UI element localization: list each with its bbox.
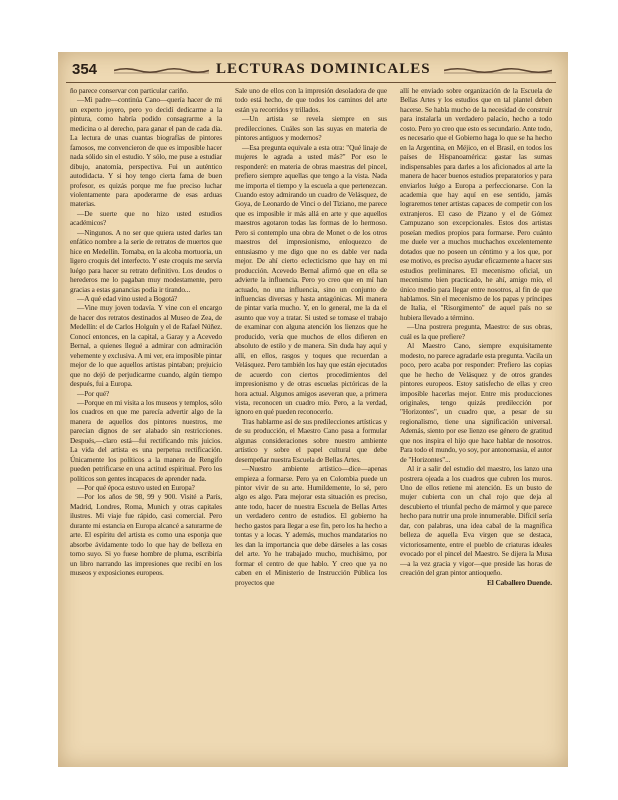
paragraph: —Ningunos. A no ser que quiera usted darles tan enfático nombre a la serie de retratos de muertos que hice en Medellín. Tomaba, en la alcoba mortuoria, un ligero croquis del interfecto. Y este croquis me servía luégo para hacer su retrato definitivo. Los deudos o herederos me lo pagaban muy modestamente, pero gracias a estas ganancias podía ir tirando... bbox=[70, 227, 222, 294]
paragraph: —Mi padre—continúa Cano—quería hacer de mi un experto joyero, pero yo decidí dedicarme a la pintura, como habría podido consagrarme a la medicina o al derecho, para ganar el pan de cada día. La lectura de unas cuantas biografías de pintores famosos, me convencieron de que es imposible hacer nada sólido sin el estudio. Y sólo, me puse a estudiar dibujo, anatomía, perspectiva. Fui un auténtico autodidacta. Y si hoy tengo cierta fama de buen profesor, es quizás porque me fue preciso luchar violentamente para apoderarme de esas arduas materias. bbox=[70, 95, 222, 209]
paragraph: —Por qué? bbox=[77, 388, 110, 398]
paragraph: —Nuestro ambiente artístico—dice—apenas empieza a formarse. Pero ya en Colombia puede un pintor vivir de su arte. Humildemente, lo sé, pero algo es algo. Para mejorar esta situación es preciso, ante todo, hacer de nuestra Escuela de Bellas Artes un verdadero centro de estudios. El gobierno ha hecho gastos para llegar a ese fin, pero los ha hecho a tontas y a locas. Y además, muchos mandatarios no les dan la importancia que debe dárseles a las cosas del arte. Yo he trabajado mucho, muchísimo, por formar el centro de que hablo. Y creo que ya no caben en el Ministerio de Instrucción Pública los proyectos que bbox=[235, 464, 387, 587]
paragraph: Al Maestro Cano, siempre exquisitamente modesto, no parece agradarle esta pregunta. Vacila un poco, pero acaba por responder: Prefiero las copias que he hecho de Velásquez y de otros grandes pintores europeos. Estoy satisfecho de ellas y creo imposible hacerlas mejor. Entre mis producciones originales, tengo quizás predilección por "Horizontes", un cuadro que, a pesar de su regionalismo, tiene una significación universal. Además, siento por ese lienzo ese género de gratitud que nos inspira el hijo que hace hablar de nosotros. Para todo el mundo, yo soy, por antonomasia, el autor de "Horizontes"... bbox=[400, 341, 552, 464]
running-title: LECTURAS DOMINICALES bbox=[216, 61, 431, 77]
paragraph: —Un artista se revela siempre en sus predilecciones. Cuáles son las suyas en materia de pintores antiguos y modernos? bbox=[235, 114, 387, 143]
text-column-3 bbox=[400, 86, 552, 746]
paragraph: —Porque en mi visita a los museos y templos, sólo los cuadros en que me parecía advertir algo de la manera de aquellos dos pintores nuestros, me parecían dignos de ser alabado sin restricciones. Después,—claro está—fui rectificando mis juicios. La vida del artista es una perpetua rectificación. Únicamente los políticos a la manera de Rengifo pueden petrificarse en una actitud espiritual. Pero los políticos son gentes incapaces de aprender nada. bbox=[70, 397, 222, 483]
text-column-2 bbox=[235, 86, 387, 746]
paragraph: Al ir a salir del estudio del maestro, los lanzo una postrera ojeada a los cuadros que cubren los muros. Uno de ellos retiene mi atención. Es un busto de mujer cubierta con un chal rojo que deja al descubierto el triunfal pecho de mármol y que parece hecho para nutrir una prole innumerable. Difícil sería dar, con palabras, una idea cabal de la magnífica belleza de aquella Eva virgen que se destaca, victoriosamente, entre el pueblo de criaturas ideales evocado por el pincel del Maestro. Se dijera la Musa—a la vez gracia y vigor—que preside las horas de creación del gran pintor antioqueño. bbox=[400, 464, 552, 578]
header-rule bbox=[66, 82, 556, 83]
magazine-page bbox=[58, 52, 568, 767]
paragraph: allí he enviado sobre organización de la Escuela de Bellas Artes y los estudios que en tal plantel deben hacerse. Se habla mucho de la necesidad de construir para instalarla un verdadero palacio, hecho a todo costo. Pero yo creo que esto es secundario. Ante todo, es necesario que el Gobierno haga lo que se ha hecho en la Argentina, en Méjico, en el Brasil, en todos los países de Hispanoamérica: gastar las sumas indispensables para darles a los aficionados al arte la manera de hacer buenos estudios preparatorios y para enviarlos luégo a Europa a perfeccionarse. Con la academia que hay aquí en ese sentido, jamás lograremos tener artistas capaces de competir con los extranjeros. El caso de Pizano y el de Gómez Campuzano son excepcionales. Estos dos artistas poseían medios propios para formarse. Pero cuánto me duele ver a muchos muchachos excelentemente dotados que no poseen un céntimo y a los que, por ese motivo, es preciso ayudar eficazmente a hacer sus estudios preliminares. El mecenismo oficial, un mecenismo bien practicado, he ahí, amigo mío, el único medio para llegar entre nosotros, al fin de que hablamos. Sin el mecenismo de los papas y príncipes de Italia, el "Risorgimento" de aquel país no se hubiera llevado a término. bbox=[400, 86, 552, 322]
paragraph: Sale uno de ellos con la impresión desoladora de que todo está hecho, de que todos los caminos del arte están ya recorridos y trillados. bbox=[235, 86, 387, 114]
paragraph: —Por los años de 98, 99 y 900. Visité a París, Madrid, Londres, Roma, Munich y otras capitales ilustres. Mi viaje fue rápido, casi comercial. Pero durante mi estancia en Europa alcancé a saturarme de arte. El espíritu del artista es como una esponja que absorbe ávidamente todo lo que hay de belleza en torno suyo. Si yo fuese hombre de pluma, escribiría un libro narrando las impresiones que recibí en los museos y exposiciones europeos. bbox=[70, 492, 222, 578]
header-ornament-left bbox=[114, 67, 209, 74]
text-column-1 bbox=[70, 86, 222, 746]
paragraph: —Vine muy joven todavía. Y vine con el encargo de hacer dos retratos destinados al Museo de Zea, de Medellín: el de Carlos Holguín y el de Rafael Núñez. Conocí entonces, en la capital, a Garay y a Acevedo Bernal, a quienes llegué a admirar con admiración vehemente y exclusiva. A mi ver, era imposible pintar mejor de lo que aquellos artistas pintaban; prejuicio que no dejó de perjudicarme cuando, algún tiempo después, fui a Europa. bbox=[70, 303, 222, 389]
author-signature: El Caballero Duende. bbox=[487, 577, 552, 587]
paragraph: Tras hablarme así de sus predilecciones artísticas y de su producción, el Maestro Cano pasa a formular algunas consideraciones sobre nuestro ambiente artístico y sobre el papel cultural que debe desempeñar nuestra Escuela de Bellas Artes. bbox=[235, 416, 387, 464]
page-number: 354 bbox=[72, 61, 98, 78]
paragraph: —A qué edad vino usted a Bogotá? bbox=[77, 293, 178, 303]
page-header bbox=[66, 60, 556, 82]
paragraph: —De suerte que no hizo usted estudios académicos? bbox=[70, 208, 222, 228]
paragraph: —Por qué época estuvo usted en Europa? bbox=[77, 483, 195, 493]
paragraph: —Una postrera pregunta, Maestro: de sus obras, cuál es la que prefiere? bbox=[400, 322, 552, 341]
paragraph: —Esa pregunta equivale a esta otra: "Qué linaje de mujeres le agrada a usted más?" Por eso le responderé: en materia de obras maestras del pincel, prefiero siempre aquellas que tengo a la vista. Nada me importa el tiempo y la escuela a que pertenezcan. Cuando estoy admirando un cuadro de Velásquez, de Goya, de Leonardo de Vinci o del Tiziano, me parece que es imposible ir más allá en arte y que aquellos maestros agotaron todas las formas de lo hermoso. Pero si contemplo una obra de Monet o de los otros maestros del impresionismo, enloquezco de entusiasmo y me digo que no es dable ver nada mejor. De ahí cierto eclecticismo que hay en mi producción. Acevedo Bernal afirmó que en ella se advierte la influencia. Pero yo creo que en mí han actuado, no una influencia, sino un conjunto de influencias diversas y hasta antagónicas. Mi manera de pintar varía mucho. Y, en lo general, me la da el asunto que voy a tratar. Si usted se tomase el trabajo de examinar con alguna atención los lienzos que he producido, vería que muchos de ellos difieren en absoluto de estilo y de manera. Sin duda hay aquí y allí, en ellos, rasgos y toques que recuerdan a Velásquez. Pero también los hay que están ejecutados de acuerdo con ciertos procedimientos del impresionismo y de otras escuelas pictóricas de la hora actual. Algunos amigos aseveran que, a primera vista, reconocen un cuadro mío. Pero, a la verdad, ignoro en qué pueden reconocerlo. bbox=[235, 142, 387, 417]
paragraph: ño parece conservar con particular cariño. bbox=[70, 86, 189, 95]
header-ornament-right bbox=[444, 67, 552, 74]
